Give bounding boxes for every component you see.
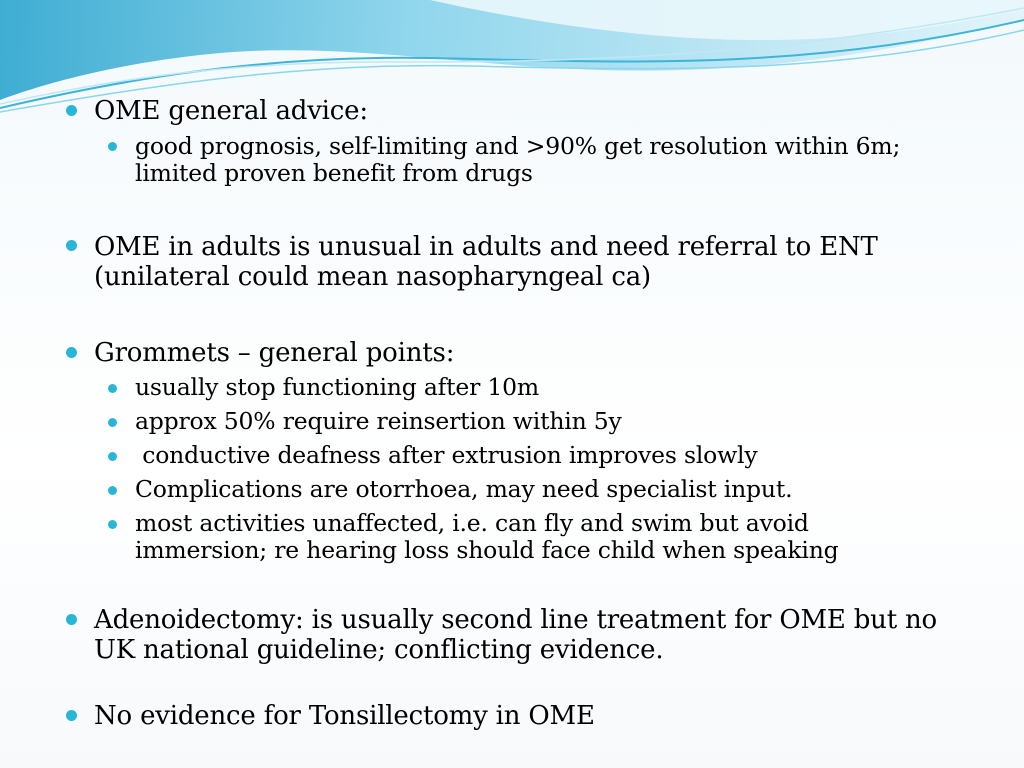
sub-bullet-activities: most activities unaffected, i.e. can fly and swim but avoid immersion; re hearing loss should face child when speaking bbox=[135, 509, 839, 564]
bullet-ome-adults: OME in adults is unusual in adults and need referral to ENT (unilateral could mean nasopharyngeal ca) bbox=[94, 232, 878, 292]
sub-bullet-complications: Complications are otorrhoea, may need specialist input. bbox=[135, 475, 793, 503]
sub-bullet-stop-functioning: usually stop functioning after 10m bbox=[135, 373, 539, 401]
sub-bullet-dot bbox=[108, 452, 117, 461]
bullet-dot bbox=[66, 710, 77, 721]
sub-bullet-dot bbox=[108, 142, 117, 151]
bullet-dot bbox=[66, 240, 77, 251]
sub-bullet-prognosis: good prognosis, self-limiting and >90% get resolution within 6m; limited proven benefit from drugs bbox=[135, 132, 901, 187]
sub-bullet-dot bbox=[108, 384, 117, 393]
sub-bullet-conductive-deafness: conductive deafness after extrusion improves slowly bbox=[135, 441, 758, 469]
bullet-dot bbox=[66, 614, 77, 625]
bullet-dot bbox=[66, 347, 77, 358]
bullet-dot bbox=[66, 105, 77, 116]
bullet-tonsillectomy: No evidence for Tonsillectomy in OME bbox=[94, 701, 595, 731]
bullet-adenoidectomy: Adenoidectomy: is usually second line treatment for OME but no UK national guideline; conflicting evidence. bbox=[94, 605, 938, 665]
sub-bullet-dot bbox=[108, 418, 117, 427]
bullet-grommets: Grommets – general points: bbox=[94, 338, 455, 368]
sub-bullet-dot bbox=[108, 486, 117, 495]
sub-bullet-reinsertion: approx 50% require reinsertion within 5y bbox=[135, 407, 622, 435]
sub-bullet-dot bbox=[108, 520, 117, 529]
bullet-ome-general-advice: OME general advice: bbox=[94, 96, 368, 126]
